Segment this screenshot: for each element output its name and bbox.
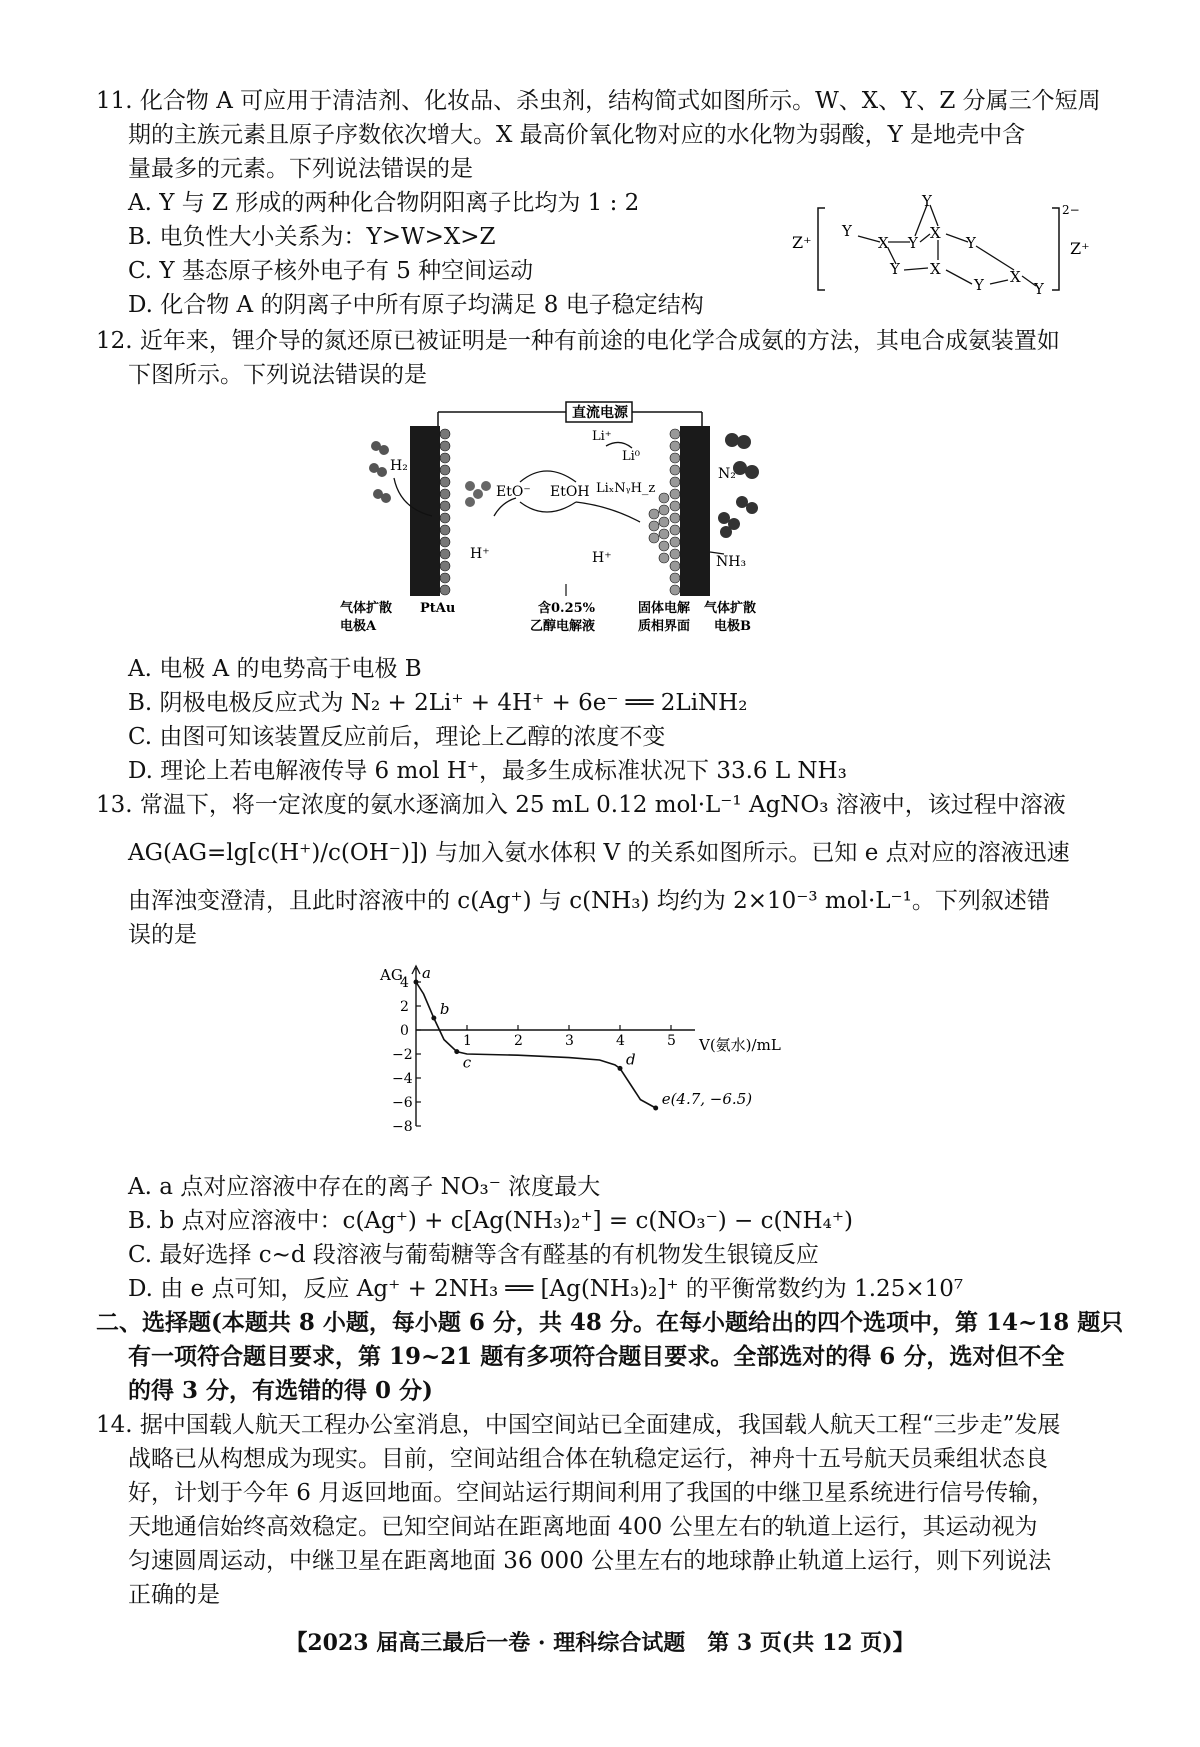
q13-line-2: AG(AG=lg[c(H⁺)/c(OH⁻)]) 与加入氨水体积 V 的关系如图所示。已知 e 点对应的溶液迅速: [128, 840, 1070, 866]
q11-option-c: C. Y 基态原子核外电子有 5 种空间运动: [128, 258, 534, 284]
charge-label: 2−: [1062, 203, 1080, 217]
q12-electrolysis-diagram: [340, 398, 840, 648]
li-plus-label: Li⁺: [592, 429, 612, 444]
bracket-right: [1052, 208, 1059, 290]
h2-molecules: [369, 441, 391, 503]
y-tick-label: 4: [400, 975, 409, 991]
atom-x-4: X: [1010, 268, 1021, 286]
atom-y-3: Y: [966, 234, 976, 252]
lixnyhz-label: LiₓNᵧH_z: [596, 481, 656, 496]
h-plus-right-label: H⁺: [592, 550, 612, 566]
y-tick-label: 2: [400, 999, 409, 1015]
q11-line-1: 11. 化合物 A 可应用于清洁剂、化妆品、杀虫剂，结构简式如图所示。W、X、Y、Z 分属三个短周: [96, 88, 1101, 114]
x-tick-label: 1: [463, 1033, 472, 1049]
nh3-label: NH₃: [716, 554, 747, 570]
atom-y-left: Y: [842, 222, 852, 240]
q13-line-1: 13. 常温下，将一定浓度的氨水逐滴加入 25 mL 0.12 mol·L⁻¹ AgNO₃ 溶液中，该过程中溶液: [96, 792, 1066, 818]
x-tick-label: 5: [667, 1033, 676, 1049]
q12-option-a: A. 电极 A 的电势高于电极 B: [128, 656, 422, 682]
label-electrode-b-2: 电极B: [714, 619, 751, 634]
etoh-label: EtOH: [550, 484, 590, 500]
atom-x-2: X: [930, 224, 941, 242]
point-marker: [653, 1106, 658, 1111]
section2-line-2: 有一项符合题目要求，第 19~21 题有多项符合题目要求。全部选对的得 6 分，选对但不全: [128, 1343, 1065, 1370]
ptau-particles: [440, 429, 450, 595]
atom-x-3: X: [930, 260, 941, 278]
point-marker: [618, 1066, 623, 1071]
label-electrode-a-1: 气体扩散: [340, 601, 393, 616]
sei-particles: [649, 429, 680, 595]
q12-option-c: C. 由图可知该装置反应前后，理论上乙醇的浓度不变: [128, 724, 666, 750]
q14-line-5: 匀速圆周运动，中继卫星在距离地面 36 000 公里左右的地球静止轨道上运行，则下列说法: [128, 1548, 1052, 1574]
data-point-b: [431, 1000, 449, 1021]
chart-x-axis-label: V(氨水)/mL: [699, 1036, 781, 1054]
atom-y-6: Y: [1034, 280, 1044, 298]
data-point-d: [618, 1050, 636, 1071]
atom-x-1: X: [878, 234, 889, 252]
atom-y-4: Y: [890, 260, 900, 278]
dc-power-label: 直流电源: [572, 405, 628, 421]
section2-line-3: 的得 3 分，有选错的得 0 分): [128, 1377, 433, 1404]
h-plus-left-label: H⁺: [470, 546, 490, 562]
n2-label: N₂: [718, 466, 736, 482]
y-tick-label: −8: [392, 1119, 413, 1135]
q14-line-6: 正确的是: [128, 1582, 220, 1608]
li0-label: Li⁰: [622, 449, 641, 464]
y-tick-label: −2: [392, 1047, 413, 1063]
section2-line-1: 二、选择题(本题共 8 小题，每小题 6 分，共 48 分。在每小题给出的四个选项中，第 14~18 题只: [96, 1309, 1124, 1336]
q11-option-a: A. Y 与 Z 形成的两种化合物阴阳离子比均为 1 : 2: [128, 190, 640, 216]
point-label: e(4.7, −6.5): [661, 1090, 753, 1108]
eto-label: EtO⁻: [496, 484, 531, 500]
x-tick-label: 4: [616, 1033, 625, 1049]
label-electrolyte-2: 乙醇电解液: [530, 619, 596, 634]
label-electrolyte-1: 含0.25%: [538, 601, 596, 616]
point-label: c: [462, 1053, 472, 1072]
proton-dots: [465, 481, 491, 507]
atom-y-top: Y: [922, 192, 932, 210]
q11-structure-diagram: [780, 190, 1110, 300]
y-tick-label: 0: [400, 1023, 409, 1039]
q12-option-d: D. 理论上若电解液传导 6 mol H⁺，最多生成标准状况下 33.6 L NH₃: [128, 758, 847, 784]
point-label: d: [626, 1050, 636, 1069]
label-sei-1: 固体电解: [638, 601, 691, 616]
chart-y-axis-label: AG: [380, 966, 403, 984]
q12-line-1: 12. 近年来，锂介导的氮还原已被证明是一种有前途的电化学合成氨的方法，其电合成氨装置如: [96, 328, 1060, 354]
label-electrode-a-2: 电极A: [340, 619, 377, 634]
point-marker: [431, 1016, 436, 1021]
ag-volume-chart: [380, 958, 840, 1168]
q14-line-2: 战略已从构想成为现实。目前，空间站组合体在轨稳定运行，神舟十五号航天员乘组状态良: [128, 1446, 1048, 1472]
point-marker: [454, 1049, 459, 1054]
q11-line-2: 期的主族元素且原子序数依次增大。X 最高价氧化物对应的水化物为弱酸，Y 是地壳中含: [128, 122, 1026, 148]
cation-right-label: Z⁺: [1070, 239, 1090, 258]
atom-y-2: Y: [908, 234, 918, 252]
q14-line-4: 天地通信始终高效稳定。已知空间站在距离地面 400 公里左右的轨道上运行，其运动视为: [128, 1514, 1038, 1540]
page-footer: 【2023 届高三最后一卷 · 理科综合试题 第 3 页(共 12 页)】: [285, 1630, 915, 1656]
point-label: a: [422, 964, 431, 982]
q14-line-1: 14. 据中国载人航天工程办公室消息，中国空间站已全面建成，我国载人航天工程“三步走”发展: [96, 1412, 1061, 1438]
bracket-left: [818, 208, 825, 290]
cation-left-label: Z⁺: [792, 233, 812, 252]
q13-line-4: 误的是: [128, 922, 197, 948]
electrode-a: [410, 426, 440, 596]
q13-option-b: B. b 点对应溶液中：c(Ag⁺) + c[Ag(NH₃)₂⁺] = c(NO₃⁻) − c(NH₄⁺): [128, 1208, 853, 1234]
q13-option-c: C. 最好选择 c∼d 段溶液与葡萄糖等含有醛基的有机物发生银镜反应: [128, 1242, 819, 1268]
y-tick-label: −6: [392, 1095, 413, 1111]
q13-option-a: A. a 点对应溶液中存在的离子 NO₃⁻ 浓度最大: [128, 1174, 601, 1200]
q13-line-3: 由浑浊变澄清，且此时溶液中的 c(Ag⁺) 与 c(NH₃) 均约为 2×10⁻³ mol·L⁻¹。下列叙述错: [128, 888, 1050, 914]
q13-option-d: D. 由 e 点可知，反应 Ag⁺ + 2NH₃ ══ [Ag(NH₃)₂]⁺ 的平衡常数约为 1.25×10⁷: [128, 1276, 964, 1302]
point-marker: [414, 980, 419, 985]
data-point-e: [653, 1090, 752, 1111]
q11-option-b: B. 电负性大小关系为：Y>W>X>Z: [128, 224, 496, 250]
q12-option-b: B. 阴极电极反应式为 N₂ + 2Li⁺ + 4H⁺ + 6e⁻ ══ 2LiNH₂: [128, 690, 748, 716]
label-ptau: PtAu: [420, 601, 456, 616]
x-tick-label: 3: [565, 1033, 574, 1049]
q12-line-2: 下图所示。下列说法错误的是: [128, 362, 427, 388]
electrode-b: [680, 426, 710, 596]
atom-y-5: Y: [974, 276, 984, 294]
q11-option-d: D. 化合物 A 的阴离子中所有原子均满足 8 电子稳定结构: [128, 292, 704, 318]
label-electrode-b-1: 气体扩散: [704, 601, 757, 616]
q11-line-3: 量最多的元素。下列说法错误的是: [128, 156, 473, 182]
n2-molecules: [718, 433, 759, 538]
chart-axes: [412, 966, 695, 1126]
h2-label: H₂: [390, 458, 408, 474]
x-tick-label: 2: [514, 1033, 523, 1049]
label-sei-2: 质相界面: [638, 619, 691, 634]
y-tick-label: −4: [392, 1071, 413, 1087]
point-label: b: [439, 1000, 450, 1018]
q14-line-3: 好，计划于今年 6 月返回地面。空间站运行期间利用了我国的中继卫星系统进行信号传输，: [128, 1480, 1055, 1506]
